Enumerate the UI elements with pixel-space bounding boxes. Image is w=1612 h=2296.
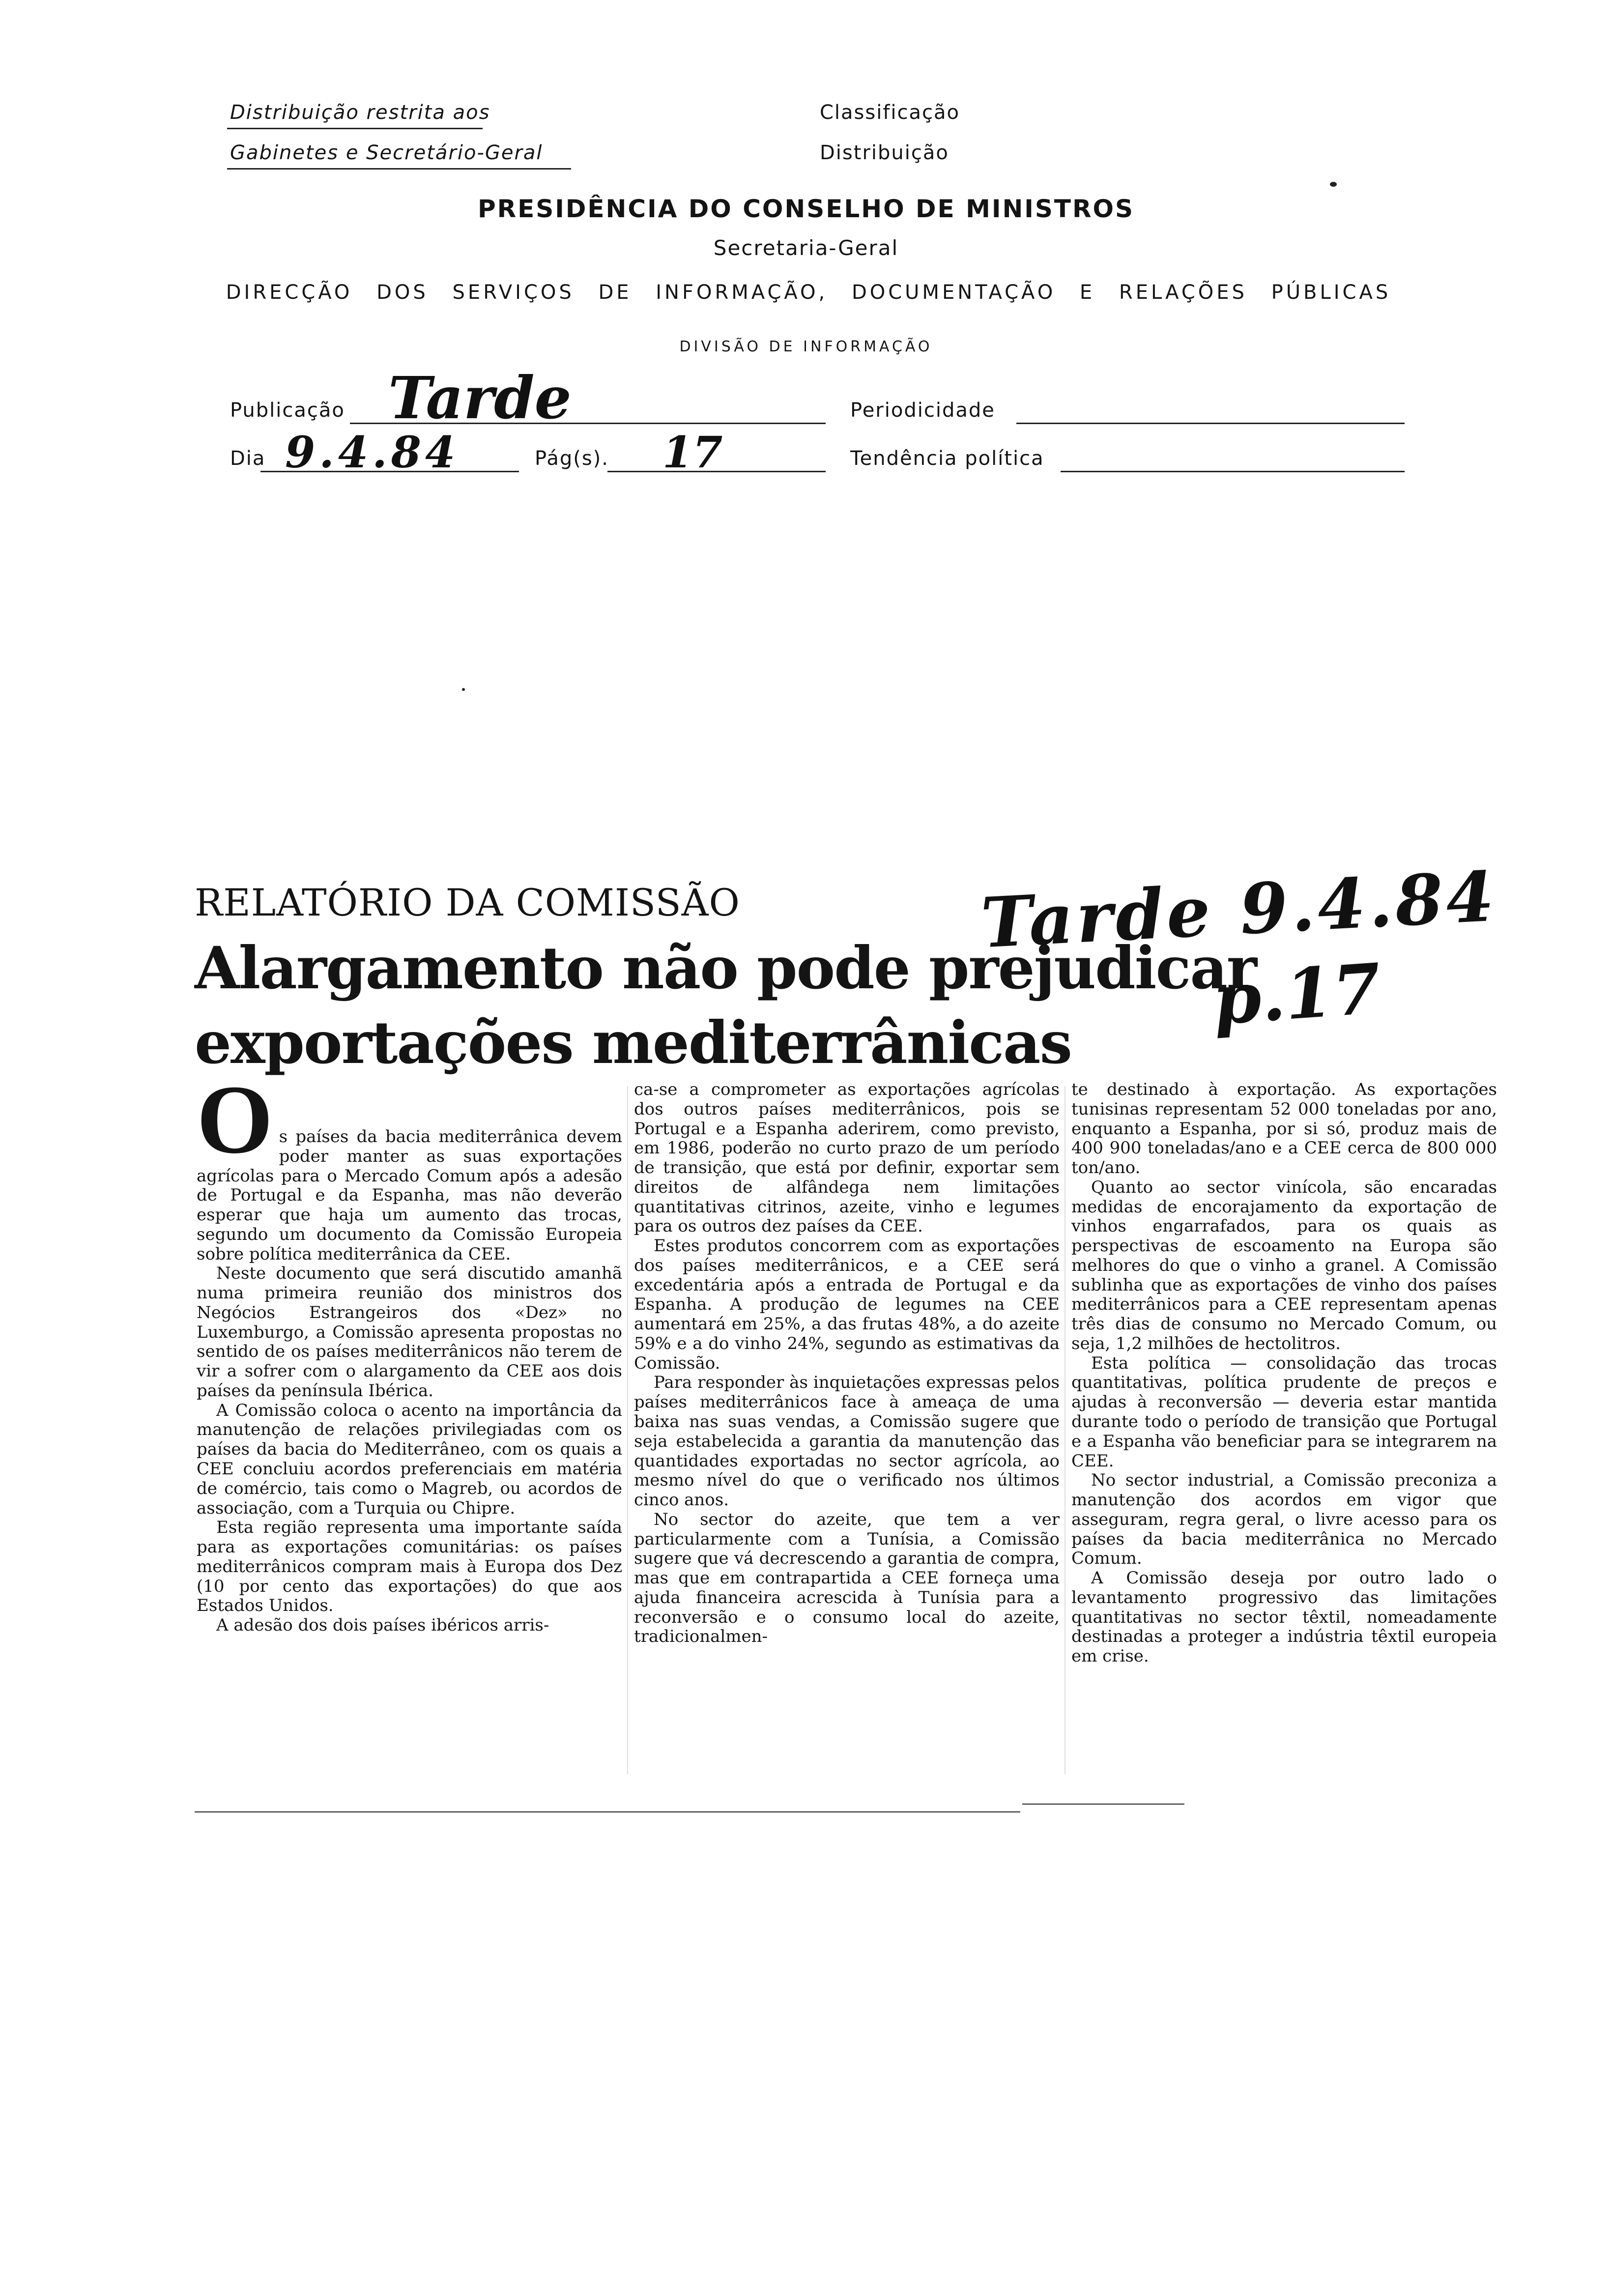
distribution-restriction-line1: Distribuição restrita aos [230,101,490,124]
scan-speck [1330,182,1337,187]
paragraph: No sector industrial, a Comissão preconiza a manutenção dos acordos em vigor que asseguram, regra geral, o livre acesso para os países da bacia mediterrânica no Mercado Comum. [1071,1470,1497,1569]
paragraph: Neste documento que será discutido amanhã numa primeira reunião dos ministros dos Negócios Estrangeiros dos «Dez» no Luxemburgo, a Comissão apresenta propostas no sentido de os países mediterrânicos não terem de vir a sofrer com o alargamento da CEE aos dois países da península Ibérica. [197,1263,622,1401]
paragraph: te destinado à exportação. As exportações tunisinas representam 52 000 toneladas por ano, enquanto a Espanha, por si só, produz mais de 400 900 toneladas/ano e a CEE cerca de 800 000 ton/ano. [1071,1080,1497,1178]
scan-speck [462,688,465,691]
secretariat-title: Secretaria-Geral [713,236,899,260]
drop-cap: O [197,1065,273,1174]
paragraph: ca-se a comprometer as exportações agrícolas dos outros países mediterrânicos, pois se Portugal e a Espanha aderirem, como previsto, em 1986, poderão no curto prazo de um período de transição, que está por definir, exportar sem direitos de alfândega nem limitações quantitativas citrinos, azeite, vinho e legumes para os outros dez países da CEE. [634,1080,1060,1236]
publication-label: Publicação [230,399,345,422]
day-value: 9.4.84 [285,427,460,478]
paragraph: A adesão dos dois países ibéricos arris- [216,1615,549,1636]
political-tendency-label: Tendência política [850,447,1044,470]
political-tendency-field-line [1061,471,1405,472]
periodicity-label: Periodicidade [850,399,995,422]
paragraph: Estes produtos concorrem com as exportações dos países mediterrânicos, e a CEE será excedentária após a entrada de Portugal e da Espanha. A produção de legumes na CEE aumentará em 25%, a das frutas 48%, a do azeite 59% e a do vinho 24%, segundo as estimativas da Comissão. [634,1236,1060,1373]
paragraph: No sector do azeite, que tem a ver particularmente com a Tunísia, a Comissão sugere que vá decrescendo a garantia de compra, mas que em contrapartida a CEE forneça uma ajuda financeira acrescida à Tunísia para a reconversão e o consumo local do azeite, tradicionalmen- [634,1509,1060,1647]
day-label: Dia [230,447,266,470]
paragraph: Quanto ao sector vinícola, são encaradas medidas de encorajamento da exportação de vinhos engarrafados, para os quais as perspectivas de escoamento na Europa são melhores do que o vinho a granel. A Comissão sublinha que as exportações de vinho dos países mediterrânicos para a CEE representam apenas três dias de consumo no Mercado Comum, ou seja, 1,2 milhões de hectolitros. [1071,1177,1497,1353]
paragraph: s países da bacia mediterrânica devem poder manter as suas exportações agrícolas para o Mercado Comum após a adesão de Portugal e da Espanha, mas não deverão esperar que haja um aumento das trocas, segundo um documento da Comissão Europeia sobre política mediterrânica da CEE. [197,1127,622,1264]
division-title: DIVISÃO DE INFORMAÇÃO [679,338,933,355]
directorate-title: DIRECÇÃO DOS SERVIÇOS DE INFORMAÇÃO, DOCUMENTAÇÃO E RELAÇÕES PÚBLICAS [226,281,1391,304]
column-divider [627,1086,628,1774]
article-kicker: RELATÓRIO DA COMISSÃO [195,881,740,924]
publication-value: Tarde [388,364,572,432]
article-headline-line2: exportações mediterrânicas [195,1008,1071,1077]
distribution-label: Distribuição [820,142,949,164]
header-rule [227,128,483,129]
pages-value: 17 [662,427,723,478]
paragraph: Esta política — consolidação das trocas quantitativas, política prudente de preços e ajudas à reconversão — deveria estar mantida durante todo o período de transição que Portugal e a Espanha vão beneficiar para se integrarem na CEE. [1071,1353,1497,1471]
distribution-restriction-line2: Gabinetes e Secretário-Geral [230,142,543,164]
handwritten-note-line1: Tarde 9.4.84 [979,856,1499,964]
classification-label: Classificação [820,101,960,124]
paragraph: A Comissão coloca o acento na importância da manutenção de relações privilegiadas com os países da bacia do Mediterrâneo, com os quais a CEE concluiu acordos preferenciais em matéria de comércio, tais como o Magreb, ou acordos de associação, com a Turquia ou Chipre. [197,1400,622,1518]
pages-label: Pág(s). [535,447,609,470]
paragraph: Para responder às inquietações expressas pelos países mediterrânicos face à ameaça de uma baixa nas suas vendas, a Comissão sugere que seja estabelecida a garantia da manutenção das quantidades exportadas no sector agrícola, ao mesmo nível do que o verificado nos últimos cinco anos. [634,1373,1060,1510]
article-column-1 [197,1065,622,1636]
article-bottom-rule [195,1811,1020,1812]
ministry-title: PRESIDÊNCIA DO CONSELHO DE MINISTROS [477,195,1135,223]
handwritten-note-line2: p.17 [1210,948,1383,1041]
header-rule [227,168,571,170]
periodicity-field-line [1016,423,1405,424]
article-headline-line1: Alargamento não pode prejudicar [195,934,1256,1002]
article-column-3 [1071,1080,1497,1666]
paragraph: A Comissão deseja por outro lado o levantamento progressivo das limitações quantitativas no sector têxtil, nomeadamente destinadas a proteger a indústria têxtil europeia em crise. [1071,1568,1497,1666]
paragraph: Esta região representa uma importante saída para as exportações comunitárias: os países mediterrânicos compram mais à Europa dos Dez (10 por cento das exportações) do que aos Estados Unidos. [197,1518,622,1616]
article-column-2 [634,1080,1060,1647]
article-bottom-rule [1022,1804,1184,1805]
